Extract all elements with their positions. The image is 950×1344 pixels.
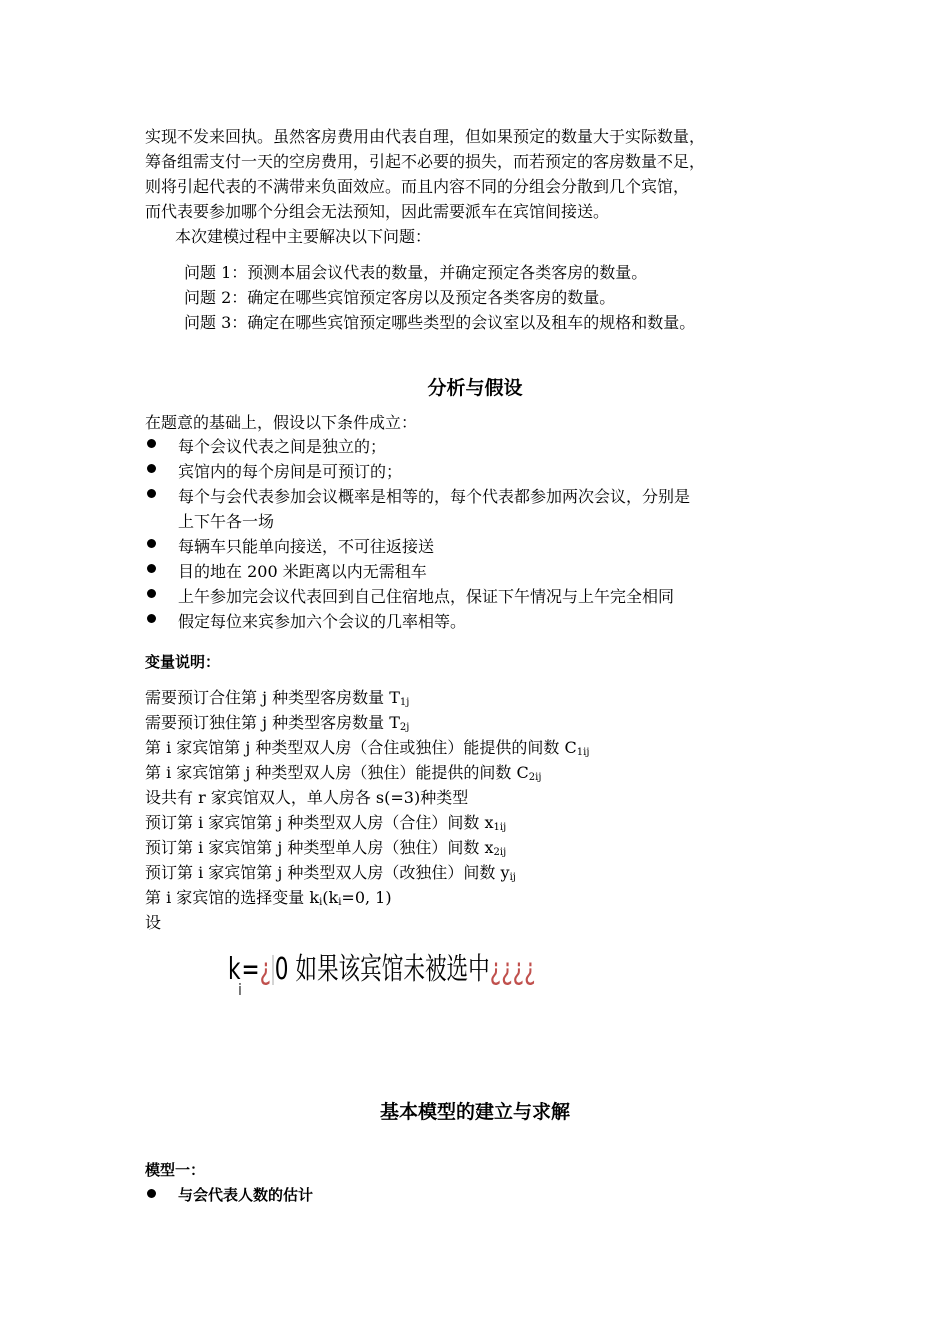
intro-line-3: 则将引起代表的不满带来负面效应。而且内容不同的分组会分散到几个宾馆， — [145, 177, 690, 196]
problem-3: 问题 3：确定在哪些宾馆预定哪些类型的会议室以及租车的规格和数量。 — [184, 313, 696, 332]
variable-line: 需要预订独住第 j 种类型客房数量 $T_{2j}$ — [145, 713, 410, 733]
variable-line: 预订第 i 家宾馆第 j 种类型双人房（合住）间数 $x_{1ij}$ — [145, 813, 507, 833]
variable-line: 预订第 i 家宾馆第 j 种类型单人房（独住）间数 $x_{2ij}$ — [145, 838, 507, 858]
main-problems-text: 本次建模过程中主要解决以下问题： — [175, 227, 432, 246]
bullet-icon — [147, 489, 156, 498]
assumption-5: 目的地在 200 米距离以内无需租车 — [178, 562, 427, 581]
selection-formula: $k_i=¿$ 0 如果该宾馆未被选中¿¿¿¿ — [228, 952, 536, 999]
brace-mark — [273, 955, 274, 985]
model-one-bullet: 与会代表人数的估计 — [178, 1186, 314, 1204]
analysis-lead: 在题意的基础上，假设以下条件成立： — [145, 413, 418, 432]
selection-variable-line: 第 i 家宾馆的选择变量 $k_i(k_i=0$, 1) — [145, 888, 392, 908]
intro-line-2: 筹备组需支付一天的空房费用，引起不必要的损失，而若预定的客房数量不足， — [145, 152, 706, 171]
intro-line-4: 而代表要参加哪个分组会无法预知，因此需要派车在宾馆间接送。 — [145, 202, 610, 221]
bullet-icon — [147, 614, 156, 623]
bullet-icon — [147, 439, 156, 448]
analysis-heading: 分析与假设 — [427, 377, 523, 399]
assumption-6: 上午参加完会议代表回到自己住宿地点，保证下午情况与上午完全相同 — [178, 587, 675, 606]
bullet-icon — [147, 1189, 156, 1198]
assumption-3-cont: 上下午各一场 — [178, 512, 275, 531]
variable-line: 需要预订合住第 j 种类型客房数量 $T_{1j}$ — [145, 688, 410, 708]
problem-1: 问题 1：预测本届会议代表的数量，并确定预定各类客房的数量。 — [184, 263, 648, 282]
assumption-2: 宾馆内的每个房间是可预订的； — [178, 462, 403, 481]
bullet-icon — [147, 539, 156, 548]
model-one-label: 模型一： — [145, 1161, 206, 1179]
problem-2: 问题 2：确定在哪些宾馆预定客房以及预定各类客房的数量。 — [184, 288, 616, 307]
assumption-1: 每个会议代表之间是独立的； — [178, 437, 387, 456]
variable-line: 第 i 家宾馆第 j 种类型双人房（独住）能提供的间数 $C_{2ij}$ — [145, 763, 542, 783]
variables-heading: 变量说明： — [145, 653, 221, 671]
assumption-4: 每辆车只能单向接送，不可往返接送 — [178, 537, 435, 556]
assumption-7: 假定每位来宾参加六个会议的几率相等。 — [178, 612, 467, 631]
variable-line: 设共有 r 家宾馆双人，单人房各 s(=3)种类型 — [145, 788, 469, 807]
variable-line: 第 i 家宾馆第 j 种类型双人房（合住或独住）能提供的间数 $C_{1ij}$ — [145, 738, 590, 758]
bullet-icon — [147, 564, 156, 573]
model-heading: 基本模型的建立与求解 — [379, 1101, 570, 1123]
assumption-3: 每个与会代表参加会议概率是相等的，每个代表都参加两次会议，分别是 — [178, 487, 691, 506]
variable-line: 预订第 i 家宾馆第 j 种类型双人房（改独住）间数 $y_{ij}$ — [145, 863, 516, 883]
bullet-icon — [147, 589, 156, 598]
intro-line-1: 实现不发来回执。虽然客房费用由代表自理，但如果预定的数量大于实际数量， — [145, 127, 706, 146]
bullet-icon — [147, 464, 156, 473]
set-label: 设 — [145, 913, 162, 932]
